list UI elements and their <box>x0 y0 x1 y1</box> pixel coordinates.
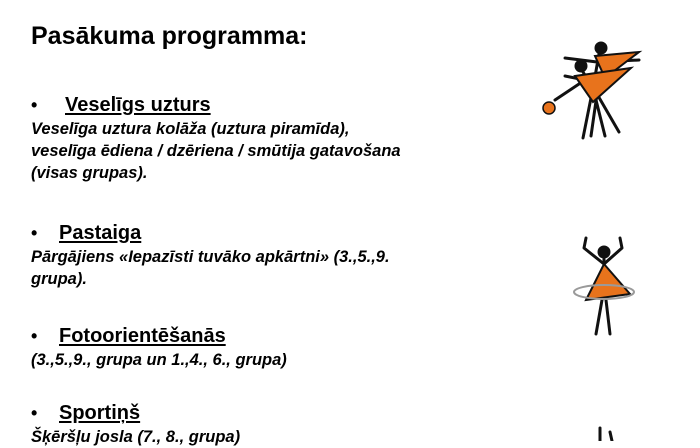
hula-hoop-stick-figure-icon <box>566 234 646 338</box>
page-title: Pasākuma programma: <box>31 22 308 50</box>
section-text-line: Pārgājiens «Iepazīsti tuvāko apkārtni» (3.,5.,9. <box>31 248 390 266</box>
section-heading <box>31 325 531 349</box>
section-photo-orienteering <box>31 325 531 371</box>
section-heading <box>31 94 531 118</box>
section-text-line: Veselīga uztura kolāža (uztura piramīda), <box>31 120 350 138</box>
section-heading-text: Fotoorientēšanās <box>59 325 226 347</box>
section-text-line: Šķēršļu josla (7., 8., grupa) <box>31 428 241 446</box>
section-sport <box>31 402 531 448</box>
section-walk <box>31 222 531 290</box>
bullet: • <box>31 326 38 346</box>
section-heading-text: Pastaiga <box>59 222 142 244</box>
section-heading <box>31 222 531 246</box>
bullet: • <box>31 403 38 423</box>
section-heading-text: Sportiņš <box>59 402 141 424</box>
section-text-line: (visas grupas). <box>31 164 148 182</box>
bullet: • <box>31 223 38 243</box>
section-heading <box>31 402 531 426</box>
stick-figure-partial-icon <box>590 424 620 441</box>
section-heading-text: Veselīgs uzturs <box>65 94 211 116</box>
section-healthy-food <box>31 94 531 184</box>
two-stick-figures-ball-icon <box>535 38 655 148</box>
section-text-line: grupa). <box>31 270 87 288</box>
section-text-line: veselīga ēdiena / dzēriena / smūtija gatavošana <box>31 142 401 160</box>
section-text-line: (3.,5.,9., grupa un 1.,4., 6., grupa) <box>31 351 287 369</box>
bullet: • <box>31 95 38 115</box>
